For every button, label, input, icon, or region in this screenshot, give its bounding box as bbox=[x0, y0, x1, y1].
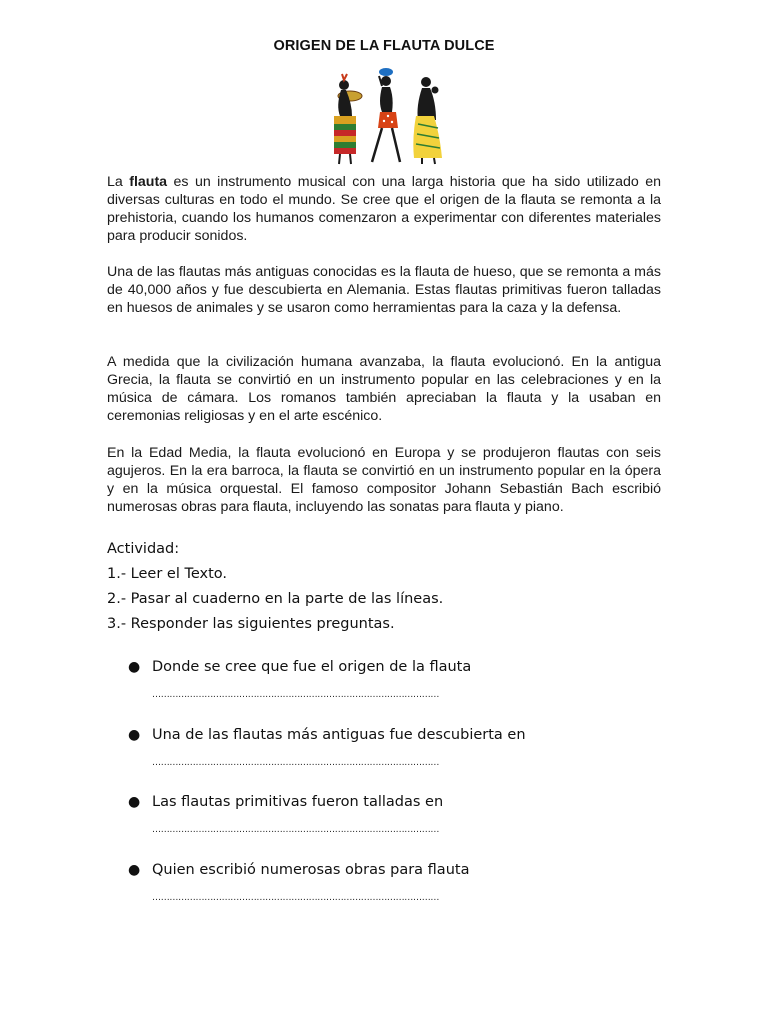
answer-line-4[interactable]: ……………………………………………………………………………………… bbox=[152, 892, 440, 903]
activity-step-3: 3.- Responder las siguientes preguntas. bbox=[107, 616, 395, 632]
figure-woman-child bbox=[413, 77, 442, 164]
question-item-3 bbox=[128, 791, 548, 859]
answer-line-1[interactable]: ……………………………………………………………………………………… bbox=[152, 690, 440, 700]
page-title: ORIGEN DE LA FLAUTA DULCE bbox=[273, 38, 495, 54]
answer-line-3[interactable]: ……………………………………………………………………………………… bbox=[152, 825, 440, 835]
paragraph-4: En la Edad Media, la flauta evolucionó en Europa y se produjeron flautas con seis agujeros. En la era barroca, la flauta se convirtió en un instrumento popular en la ópera y en la música orquestal. El famoso compositor Johann Sebastián Bach escribió numerosas obras para flauta, incluyendo las sonatas para flauta y piano. bbox=[107, 445, 661, 515]
bullet-icon: ● bbox=[128, 861, 141, 878]
question-text-2: Una de las flautas más antiguas fue descubierta en bbox=[152, 726, 526, 743]
bullet-icon: ● bbox=[128, 726, 141, 743]
paragraph-1-bold-word: flauta bbox=[129, 174, 168, 190]
question-item-2 bbox=[128, 724, 548, 792]
questions-list bbox=[128, 656, 548, 926]
activity-step-2: 2.- Pasar al cuaderno en la parte de las líneas. bbox=[107, 591, 444, 607]
figure-woman-basket bbox=[334, 74, 362, 164]
answer-line-2[interactable]: ……………………………………………………………………………………… bbox=[152, 757, 440, 768]
bullet-icon: ● bbox=[128, 794, 141, 810]
bullet-icon: ● bbox=[128, 659, 141, 675]
paragraph-1 bbox=[107, 173, 661, 245]
question-item-1 bbox=[128, 656, 548, 724]
paragraph-3: A medida que la civilización humana avanzaba, la flauta evolucionó. En la antigua Grecia, la flauta se convirtió en un instrumento popular en las celebraciones y en la música de cámara. Los romanos también apreciaban la flauta y la usaban en ceremonias religiosas y en el arte escénico. bbox=[107, 354, 661, 424]
question-text-3: Las flautas primitivas fueron talladas en bbox=[152, 794, 444, 810]
figure-woman-pot bbox=[372, 68, 400, 162]
paragraph-1-rest: es un instrumento musical con una larga historia que ha sido utilizado en diversas culturas en todo el mundo. Se cree que el origen de la flauta se remonta a la prehistoria, cuando los humanos comenzaron a experimentar con diferentes materiales para producir sonidos. bbox=[107, 174, 661, 244]
african-women-figures-icon bbox=[322, 66, 452, 166]
activity-heading: Actividad: bbox=[107, 541, 180, 557]
question-text-4: Quien escribió numerosas obras para flauta bbox=[152, 861, 470, 878]
activity-step-1: 1.- Leer el Texto. bbox=[107, 566, 228, 582]
question-text-1: Donde se cree que fue el origen de la flauta bbox=[152, 659, 472, 675]
question-item-4 bbox=[128, 859, 548, 927]
activity-section bbox=[107, 537, 443, 637]
paragraph-1-lead: La bbox=[107, 174, 130, 190]
paragraph-2: Una de las flautas más antiguas conocidas es la flauta de hueso, que se remonta a más de 40,000 años y fue descubierta en Alemania. Estas flautas primitivas fueron talladas en huesos de animales y se usaron como herramientas para la caza y la defensa. bbox=[107, 264, 661, 316]
